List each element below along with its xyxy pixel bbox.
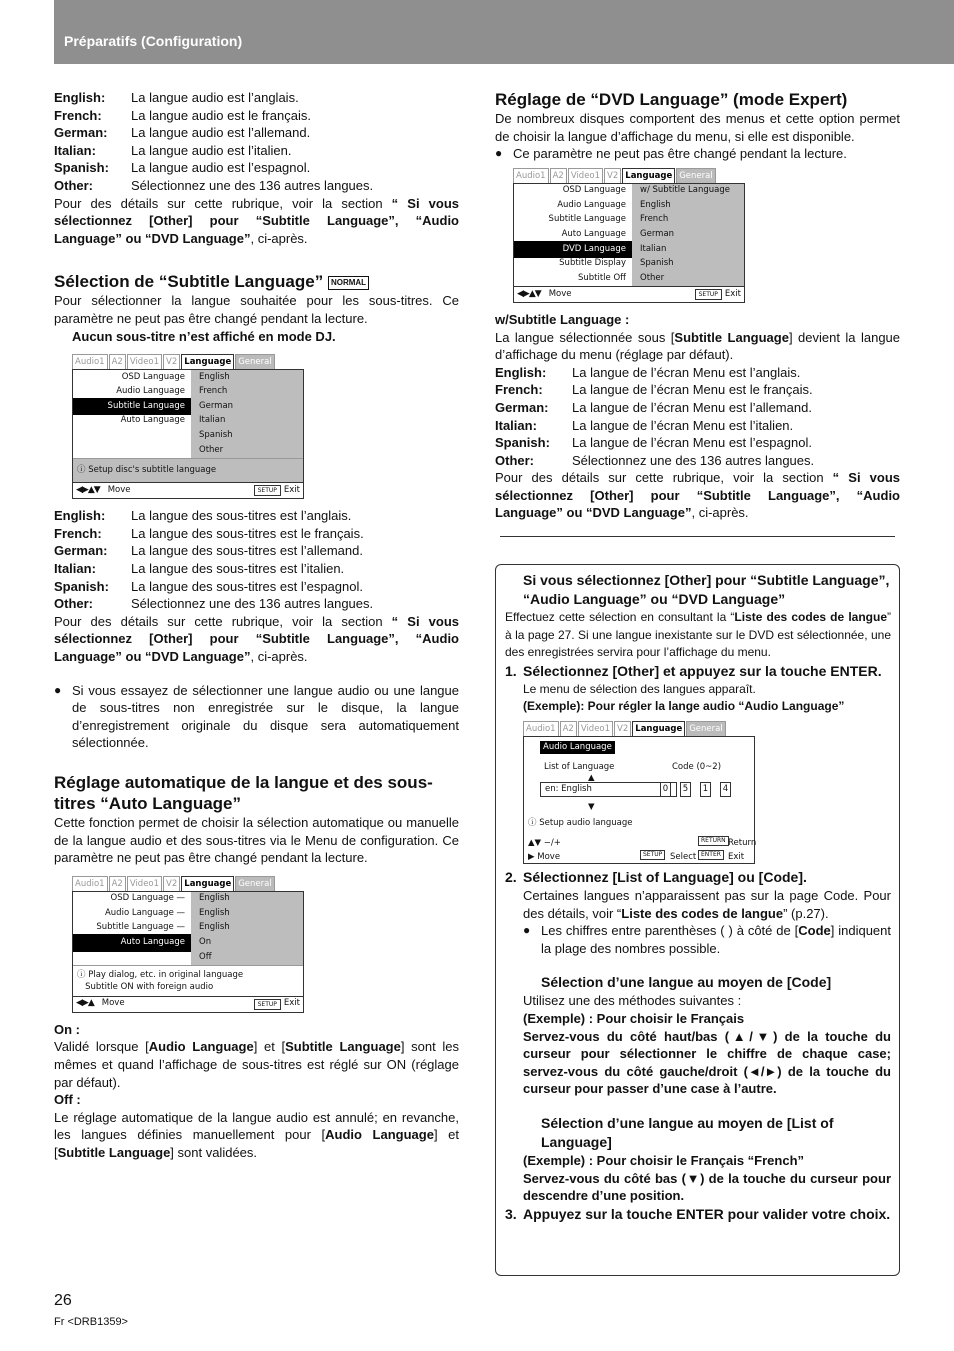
osd-audio-language-screen [523, 720, 755, 864]
tab-a2: A2 [109, 876, 126, 891]
enter-button-icon: ENTER [698, 850, 724, 860]
exit-label: Exit [728, 851, 745, 862]
code-digit-3: 1 [700, 782, 711, 797]
tab-general: General [676, 168, 716, 183]
box-title: Si vous sélectionnez [Other] pour “Subtitle Language”, “Audio Language” ou “DVD Language” [523, 572, 890, 607]
divider [500, 536, 895, 537]
code-digit-2: 5 [680, 782, 691, 797]
definition-row: French: La langue des sous-titres est le français. [54, 525, 364, 541]
list-label: List of Language [544, 761, 615, 772]
wsub-label: w/Subtitle Language : [495, 311, 630, 327]
tab-general: General [235, 354, 275, 369]
dvd-language-heading: Réglage de “DVD Language” (mode Expert) [495, 90, 848, 109]
tab-v2: V2 [163, 876, 180, 891]
tab-video1: Video1 [127, 354, 162, 369]
tab-video1: Video1 [578, 721, 613, 736]
osd-menu-row: Subtitle Off Other [514, 271, 744, 286]
header-bar [54, 0, 954, 64]
tab-a2: A2 [560, 721, 577, 736]
step-3: 3. Appuyez sur la touche ENTER pour valider votre choix. [505, 1205, 891, 1222]
normal-mode-icon: NORMAL [328, 276, 369, 290]
definition-row: Italian: La langue des sous-titres est l’italien. [54, 561, 345, 577]
definition-row: German: La langue des sous-titres est l’allemand. [54, 543, 363, 559]
wsub-text: La langue sélectionnée sous [Subtitle Language] devient la langue d’affichage du menu (réglage par défaut). [495, 329, 901, 363]
osd-menu-row: Subtitle Language German [73, 399, 303, 414]
osd-info: ⓘ Setup disc's subtitle language [73, 458, 303, 483]
on-label: On : [54, 1021, 80, 1037]
list-heading: Sélection d’une langue au moyen de [List of Language] [541, 1114, 834, 1150]
tab-general: General [686, 721, 726, 736]
osd-info: ⓘ Play dialog, etc. in original language Subtitle ON with foreign audio [73, 965, 303, 996]
page-number: 26 [54, 1292, 72, 1309]
osd-footer: ◀▶▲▼ Move SETUP Exit [73, 482, 303, 498]
section-title: Préparatifs (Configuration) [64, 33, 243, 49]
up-down-arrows-icon: ▲▼ −/+ [528, 837, 561, 848]
osd-menu-row: OSD Language w/ Subtitle Language [514, 184, 744, 199]
definition-row: Spanish: La langue audio est l’espagnol. [54, 160, 311, 176]
osd-menu-row: Audio Language French [73, 385, 303, 400]
osd-menu-row: Other [73, 443, 303, 458]
detail-note: Pour des détails sur cette rubrique, voir la section “ Si vous sélectionnez [Other] pour “Subtitle Language”, “Audio Language” ou “DVD Language”, ci-après. [54, 195, 459, 246]
tab-audio1: Audio1 [72, 876, 108, 891]
on-text: Validé lorsque [Audio Language] et [Subtitle Language] sont les mêmes et quand l’affichage de sous-titres est réglé sur ON (réglage par défaut). [54, 1039, 459, 1090]
osd-subtitle-screen [72, 353, 304, 499]
tab-video1: Video1 [568, 168, 603, 183]
definition-row: English: La langue audio est l’anglais. [54, 90, 299, 105]
definition-row: Other: Sélectionnez une des 136 autres langues. [495, 452, 815, 468]
osd-menu-row: Audio Language — English [73, 906, 303, 921]
tab-a2: A2 [109, 354, 126, 369]
osd-menu-row: Auto Language Italian [73, 414, 303, 429]
setup-button-icon: SETUP [254, 485, 281, 496]
osd-menu-row: OSD Language — English [73, 892, 303, 907]
osd-info: ⓘ Setup audio language [528, 817, 633, 828]
definition-row: French: La langue de l’écran Menu est le français. [495, 382, 813, 398]
step-1: 1. Sélectionnez [Other] et appuyez sur la touche ENTER. [505, 662, 882, 679]
tab-v2: V2 [614, 721, 631, 736]
auto-intro: Cette fonction permet de choisir la sélection automatique ou manuelle de la langue audio et des sous-titres via le Menu de configuration. Ce paramètre ne peut pas être changé pendant la lecture. [54, 815, 459, 866]
select-label: Select [670, 851, 697, 862]
subtitle-heading: Sélection de “Subtitle Language” NORMAL [54, 271, 459, 292]
osd-body [72, 369, 304, 499]
down-arrow-icon: ▼ [588, 801, 595, 812]
up-arrow-icon: ▲ [588, 772, 595, 783]
osd-body [72, 891, 304, 1013]
cursor-arrows-icon: ◀▶▲ [76, 998, 94, 1009]
osd-audio-title: Audio Language [540, 741, 615, 754]
right-arrow-icon: ▶ Move [528, 851, 561, 862]
setup-button-icon: SETUP [695, 289, 722, 300]
subtitle-intro: Pour sélectionner la langue souhaitée pour les sous-titres. Ce paramètre ne peut pas être changé pendant la lecture. [54, 293, 459, 326]
osd-menu-row: Auto Language German [514, 228, 744, 243]
definition-row: French: La langue audio est le français. [54, 107, 311, 123]
osd-auto-screen [72, 875, 304, 1013]
osd-tabs [513, 167, 745, 183]
dvd-intro: De nombreux disques comportent des menus et cette option permet de choisir la langue d’affichage du menu, si elle est disponible. [495, 111, 900, 144]
osd-menu-row: Subtitle Language French [514, 213, 744, 228]
definition-row: Spanish: La langue de l’écran Menu est l’espagnol. [495, 435, 812, 451]
bullet-icon: ● [54, 682, 62, 697]
tab-v2: V2 [163, 354, 180, 369]
osd-menu-row: Subtitle Display Spanish [514, 257, 744, 272]
bullet-note: ● Si vous essayez de sélectionner une langue audio ou une langue de sous-titres non enregistrée sur le disque, la langue d’enregistrement originale du disque sera automatiquement sélectionnée. [54, 682, 459, 751]
tab-audio1: Audio1 [72, 354, 108, 369]
code-digit-4: 4 [720, 782, 731, 797]
dj-note: Aucun sous-titre n’est affiché en mode DJ. [72, 328, 336, 344]
definition-row: Italian: La langue audio est l’italien. [54, 142, 292, 158]
bullet-icon: ● [495, 146, 503, 161]
code-label: Code (0~2) [672, 761, 722, 772]
right-column [495, 89, 900, 522]
osd-menu-row: Subtitle Language — English [73, 921, 303, 936]
tab-a2: A2 [550, 168, 567, 183]
definition-row: Spanish: La langue des sous-titres est l’espagnol. [54, 578, 363, 594]
bullet-icon: ● [523, 923, 531, 938]
return-button-icon: RETURN [698, 836, 729, 846]
definition-row: Other: Sélectionnez une des 136 autres langues. [54, 596, 374, 612]
dvd-bullet: ● Ce paramètre ne peut pas être changé pendant la lecture. [495, 146, 847, 162]
doc-code: Fr <DRB1359> [54, 1316, 128, 1328]
tab-general: General [235, 876, 275, 891]
left-column [54, 89, 459, 1162]
detail-note-2: Pour des détails sur cette rubrique, voir la section “ Si vous sélectionnez [Other] pour “Subtitle Language”, “Audio Language” ou “DVD Language”, ci-après. [54, 613, 459, 665]
tab-language: Language [181, 876, 234, 891]
audio-language-list [54, 89, 459, 195]
definition-row: English: La langue de l’écran Menu est l’anglais. [495, 364, 801, 380]
auto-language-heading: Réglage automatique de la langue et des sous-titres “Auto Language” [54, 773, 433, 813]
step2-bullet: ● Les chiffres entre parenthèses ( ) à côté de [Code] indiquent la plage des nombres possible. [523, 923, 891, 956]
tab-language: Language [622, 168, 675, 183]
setup-button-icon: SETUP [254, 999, 281, 1010]
menu-language-list [495, 364, 900, 470]
setup-button-icon: SETUP [640, 850, 665, 860]
step-2: 2. Sélectionnez [List of Language] ou [Code]. [505, 868, 807, 885]
definition-row: German: La langue audio est l’allemand. [54, 125, 311, 141]
osd-menu-row: Audio Language English [514, 198, 744, 213]
return-label: Return [728, 837, 757, 848]
tab-v2: V2 [604, 168, 621, 183]
osd-footer: ◀▶▲▼ Move SETUP Exit [514, 286, 744, 302]
box-intro: Effectuez cette sélection en consultant la “Liste des codes de langue” à la page 27. Si une langue inexistante sur le DVD est sélectionnée, une des enregistrées servira pour l’affichage du menu. [505, 610, 891, 660]
osd-menu-row: DVD Language Italian [514, 242, 744, 257]
osd-menu-row: OSD Language English [73, 370, 303, 385]
osd-body [513, 183, 745, 303]
osd-menu-row: Spanish [73, 429, 303, 444]
definition-row: English: La langue des sous-titres est l’anglais. [54, 508, 352, 524]
other-language-box: Si vous sélectionnez [Other] pour “Subtitle Language”, “Audio Language” ou “DVD Language” Effectuez cette sélection en consultant la “Liste des codes de langue” à la page 27. Si une langue inexistante sur le DVD est sélectionnée, une des enregistrées servira pour l’affichage du menu. 1. Sélectionnez [Other] et appuyez sur la touche ENTER. Le menu de sélection des langues apparaît. (Exemple): Pour régler la lange audio “Audio Language” Audio1 A2 Video1 V2 Language General Audio Language List of Language Code (0~2) ▲ en: English 0 5 1 4 ▼ ⓘ Setup audio language ▲▼ −/+ ▶ Move SETUP Select RETURN Return ENTER Exit 2. Sélectionnez [List of Language] ou [Code]. Certaines langues n’apparaissent pas sur la page Code. Pour des détails, voir “Liste des codes de langue” (p.27). ● Les chiffres entre parenthèses ( ) à côté de [Code] indiquent la plage des nombres possible. Sélection d’une langue au moyen de [Code] Utilisez une des méthodes suivantes : (Exemple) : Pour choisir le Français Servez-vous du côté haut/bas (▲/▼) de la touche du curseur pour sélectionner le chiffre de chaque case; servez-vous du côté gauche/droit (◄/►) de la touche du curseur pour passer d’une case à l’autre. Sélection d’une langue au moyen de [List of Language] (Exemple) : Pour choisir le Français “French” Servez-vous du côté bas (▼) de la touche du curseur pour descendre d’une position. 3. Appuyez sur la touche ENTER pour valider votre choix. [495, 564, 900, 1276]
cursor-arrows-icon: ◀▶▲▼ [76, 484, 100, 495]
language-list-field: en: English [540, 782, 677, 797]
tab-audio1: Audio1 [513, 168, 549, 183]
definition-row: Italian: La langue de l’écran Menu est l’italien. [495, 417, 794, 433]
subtitle-language-list [54, 507, 459, 613]
osd-menu-row: Auto Language On [73, 936, 303, 951]
cursor-arrows-icon: ◀▶▲▼ [517, 288, 541, 299]
off-text: Le réglage automatique de la langue audio est annulé; en revanche, les langues définies manuellement pour [Audio Language] et [Subtitle Language] sont validées. [54, 1109, 459, 1160]
code-digit-1: 0 [660, 782, 671, 797]
osd-menu-row: Off [73, 950, 303, 965]
definition-row: German: La langue de l’écran Menu est l’allemand. [495, 399, 812, 415]
tab-audio1: Audio1 [523, 721, 559, 736]
tab-language: Language [632, 721, 685, 736]
osd-tabs [72, 353, 304, 369]
osd-body [523, 736, 755, 864]
osd-tabs [72, 875, 304, 891]
tab-language: Language [181, 354, 234, 369]
off-label: Off : [54, 1092, 81, 1108]
definition-row: Other: Sélectionnez une des 136 autres langues. [54, 177, 374, 193]
osd-footer: ◀▶▲ Move SETUP Exit [73, 996, 303, 1012]
code-heading: Sélection d’une langue au moyen de [Code] [541, 974, 832, 991]
detail-note-3: Pour des détails sur cette rubrique, voir la section “ Si vous sélectionnez [Other] pour “Subtitle Language”, “Audio Language” ou “DVD Language”, ci-après. [495, 470, 900, 521]
osd-dvd-screen [513, 167, 745, 303]
tab-video1: Video1 [127, 876, 162, 891]
osd-tabs [523, 720, 755, 736]
